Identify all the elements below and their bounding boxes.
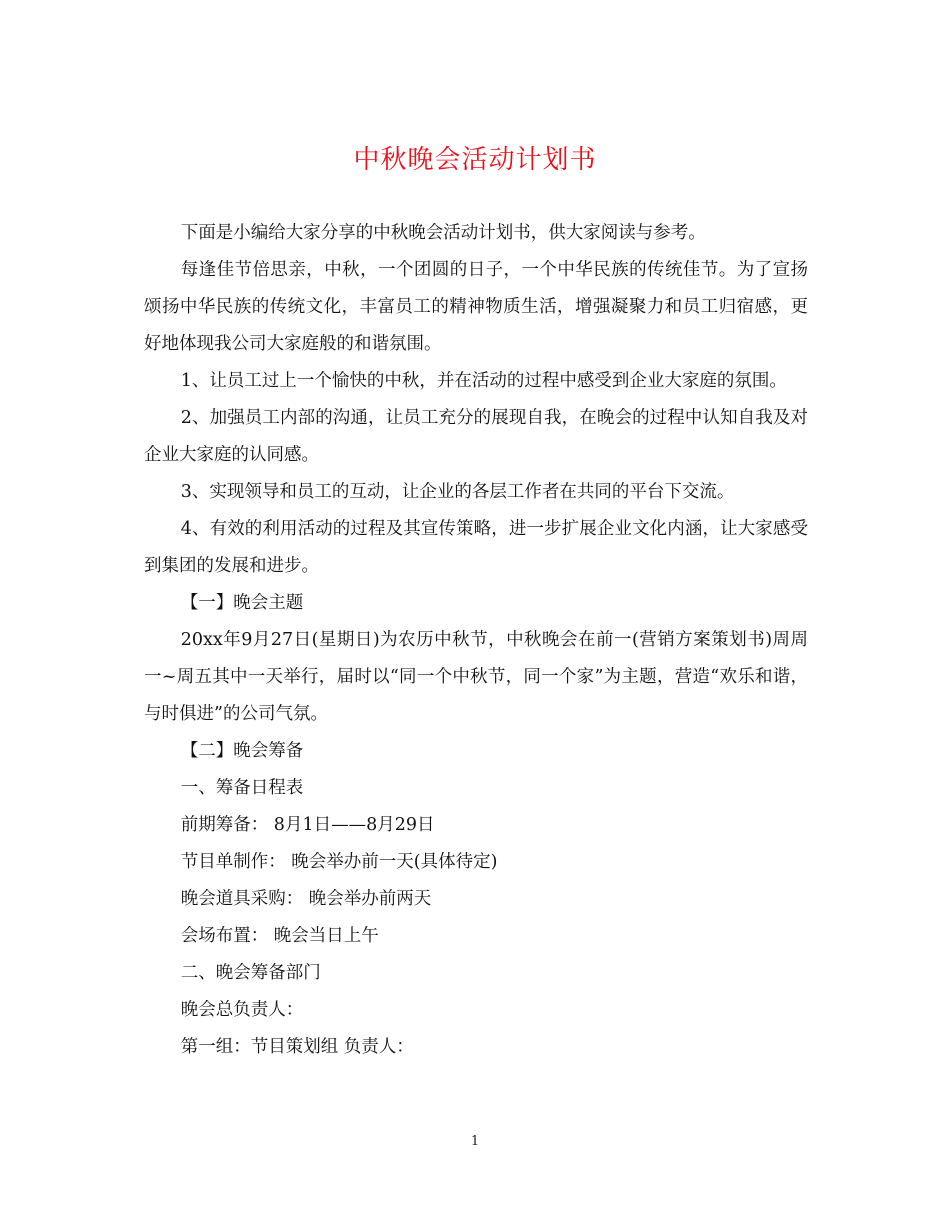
- document-title: 中秋晚会活动计划书: [353, 145, 597, 175]
- paragraph-theme: 20xx年9月27日(星期日)为农历中秋节，中秋晚会在前一(营销方案策划书)周周一~周五其中一天举行，届时以“同一个中秋节，同一个家”为主题，营造“欢乐和谐，与时俱进”的公司气氛。: [144, 630, 808, 724]
- schedule-item-program-list: 节目单制作： 晚会举办前一天(具体待定): [180, 852, 498, 872]
- document-body: [144, 215, 808, 1066]
- department-item-lead: 晚会总负责人：: [180, 1000, 304, 1020]
- paragraph-goal-1: 1、让员工过上一个愉快的中秋，并在活动的过程中感受到企业大家庭的氛围。: [180, 371, 787, 391]
- section-heading-preparation: 【二】晚会筹备: [180, 741, 304, 761]
- schedule-item-venue: 会场布置： 晚会当日上午: [180, 926, 379, 946]
- schedule-item-props: 晚会道具采购： 晚会举办前两天: [180, 889, 432, 909]
- paragraph-intro: 下面是小编给大家分享的中秋晚会活动计划书，供大家阅读与参考。: [180, 223, 706, 243]
- page-number: 1: [470, 1134, 480, 1149]
- paragraph-goal-3: 3、实现领导和员工的互动，让企业的各层工作者在共同的平台下交流。: [180, 482, 735, 502]
- paragraph-goal-2: 2、加强员工内部的沟通，让员工充分的展现自我，在晚会的过程中认知自我及对企业大家庭的认同感。: [144, 408, 808, 465]
- schedule-item-early-prep: 前期筹备： 8月1日——8月29日: [180, 815, 435, 835]
- paragraph-background: 每逢佳节倍思亲，中秋，一个团圆的日子，一个中华民族的传统佳节。为了宣扬颂扬中华民族的传统文化，丰富员工的精神物质生活，增强凝聚力和员工归宿感，更好地体现我公司大家庭般的和谐氛围。: [144, 260, 808, 354]
- subheading-departments: 二、晚会筹备部门: [180, 963, 321, 983]
- department-item-group-1: 第一组：节目策划组 负责人：: [180, 1037, 414, 1057]
- section-heading-theme: 【一】晚会主题: [180, 593, 304, 613]
- subheading-schedule: 一、筹备日程表: [180, 778, 304, 798]
- paragraph-goal-4: 4、有效的利用活动的过程及其宣传策略，进一步扩展企业文化内涵，让大家感受到集团的发展和进步。: [144, 519, 808, 576]
